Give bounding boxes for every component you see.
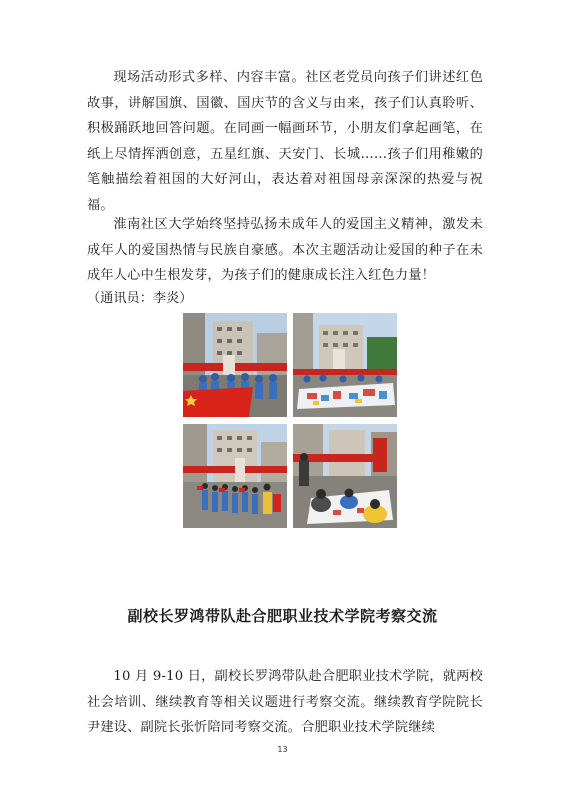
- photo-children-lineup: [183, 424, 287, 528]
- photo-painting-banner: [293, 313, 397, 417]
- paragraph-visit: 10 月 9-10 日，副校长罗鸿带队赴合肥职业技术学院，就两校社会培训、继续教育等相关议题进行考察交流。继续教育学院院长尹建设、副院长张忻陪同考察交流。合肥职业技术学院继续: [87, 669, 483, 736]
- photo-children-painting: [293, 424, 397, 528]
- page-number: 13: [277, 745, 288, 754]
- photo-collage: [183, 313, 398, 529]
- reporter-credit: （通讯员：李炎）: [87, 291, 193, 306]
- paragraph-summary: 淮南社区大学始终坚持弘扬未成年人的爱国主义精神，激发未成年人的爱国热情与民族自豪感。本次主题活动让爱国的种子在未成年人心中生根发芽，为孩子们的健康成长注入红色力量！: [87, 217, 483, 284]
- photo-children-with-flag: [183, 313, 287, 417]
- paragraph-activity: 现场活动形式多样、内容丰富。社区老党员向孩子们讲述红色故事，讲解国旗、国徽、国庆节的含义与由来，孩子们认真聆听、积极踊跃地回答问题。在同画一幅画环节，小朋友们拿起画笔，在纸上尽情挥洒创意，五星红旗、天安门、长城……孩子们用稚嫩的笔触描绘着祖国的大好河山，表达着对祖国母亲深深的热爱与祝福。: [87, 70, 483, 213]
- section-heading: 副校长罗鸿带队赴合肥职业技术学院考察交流: [127, 607, 438, 625]
